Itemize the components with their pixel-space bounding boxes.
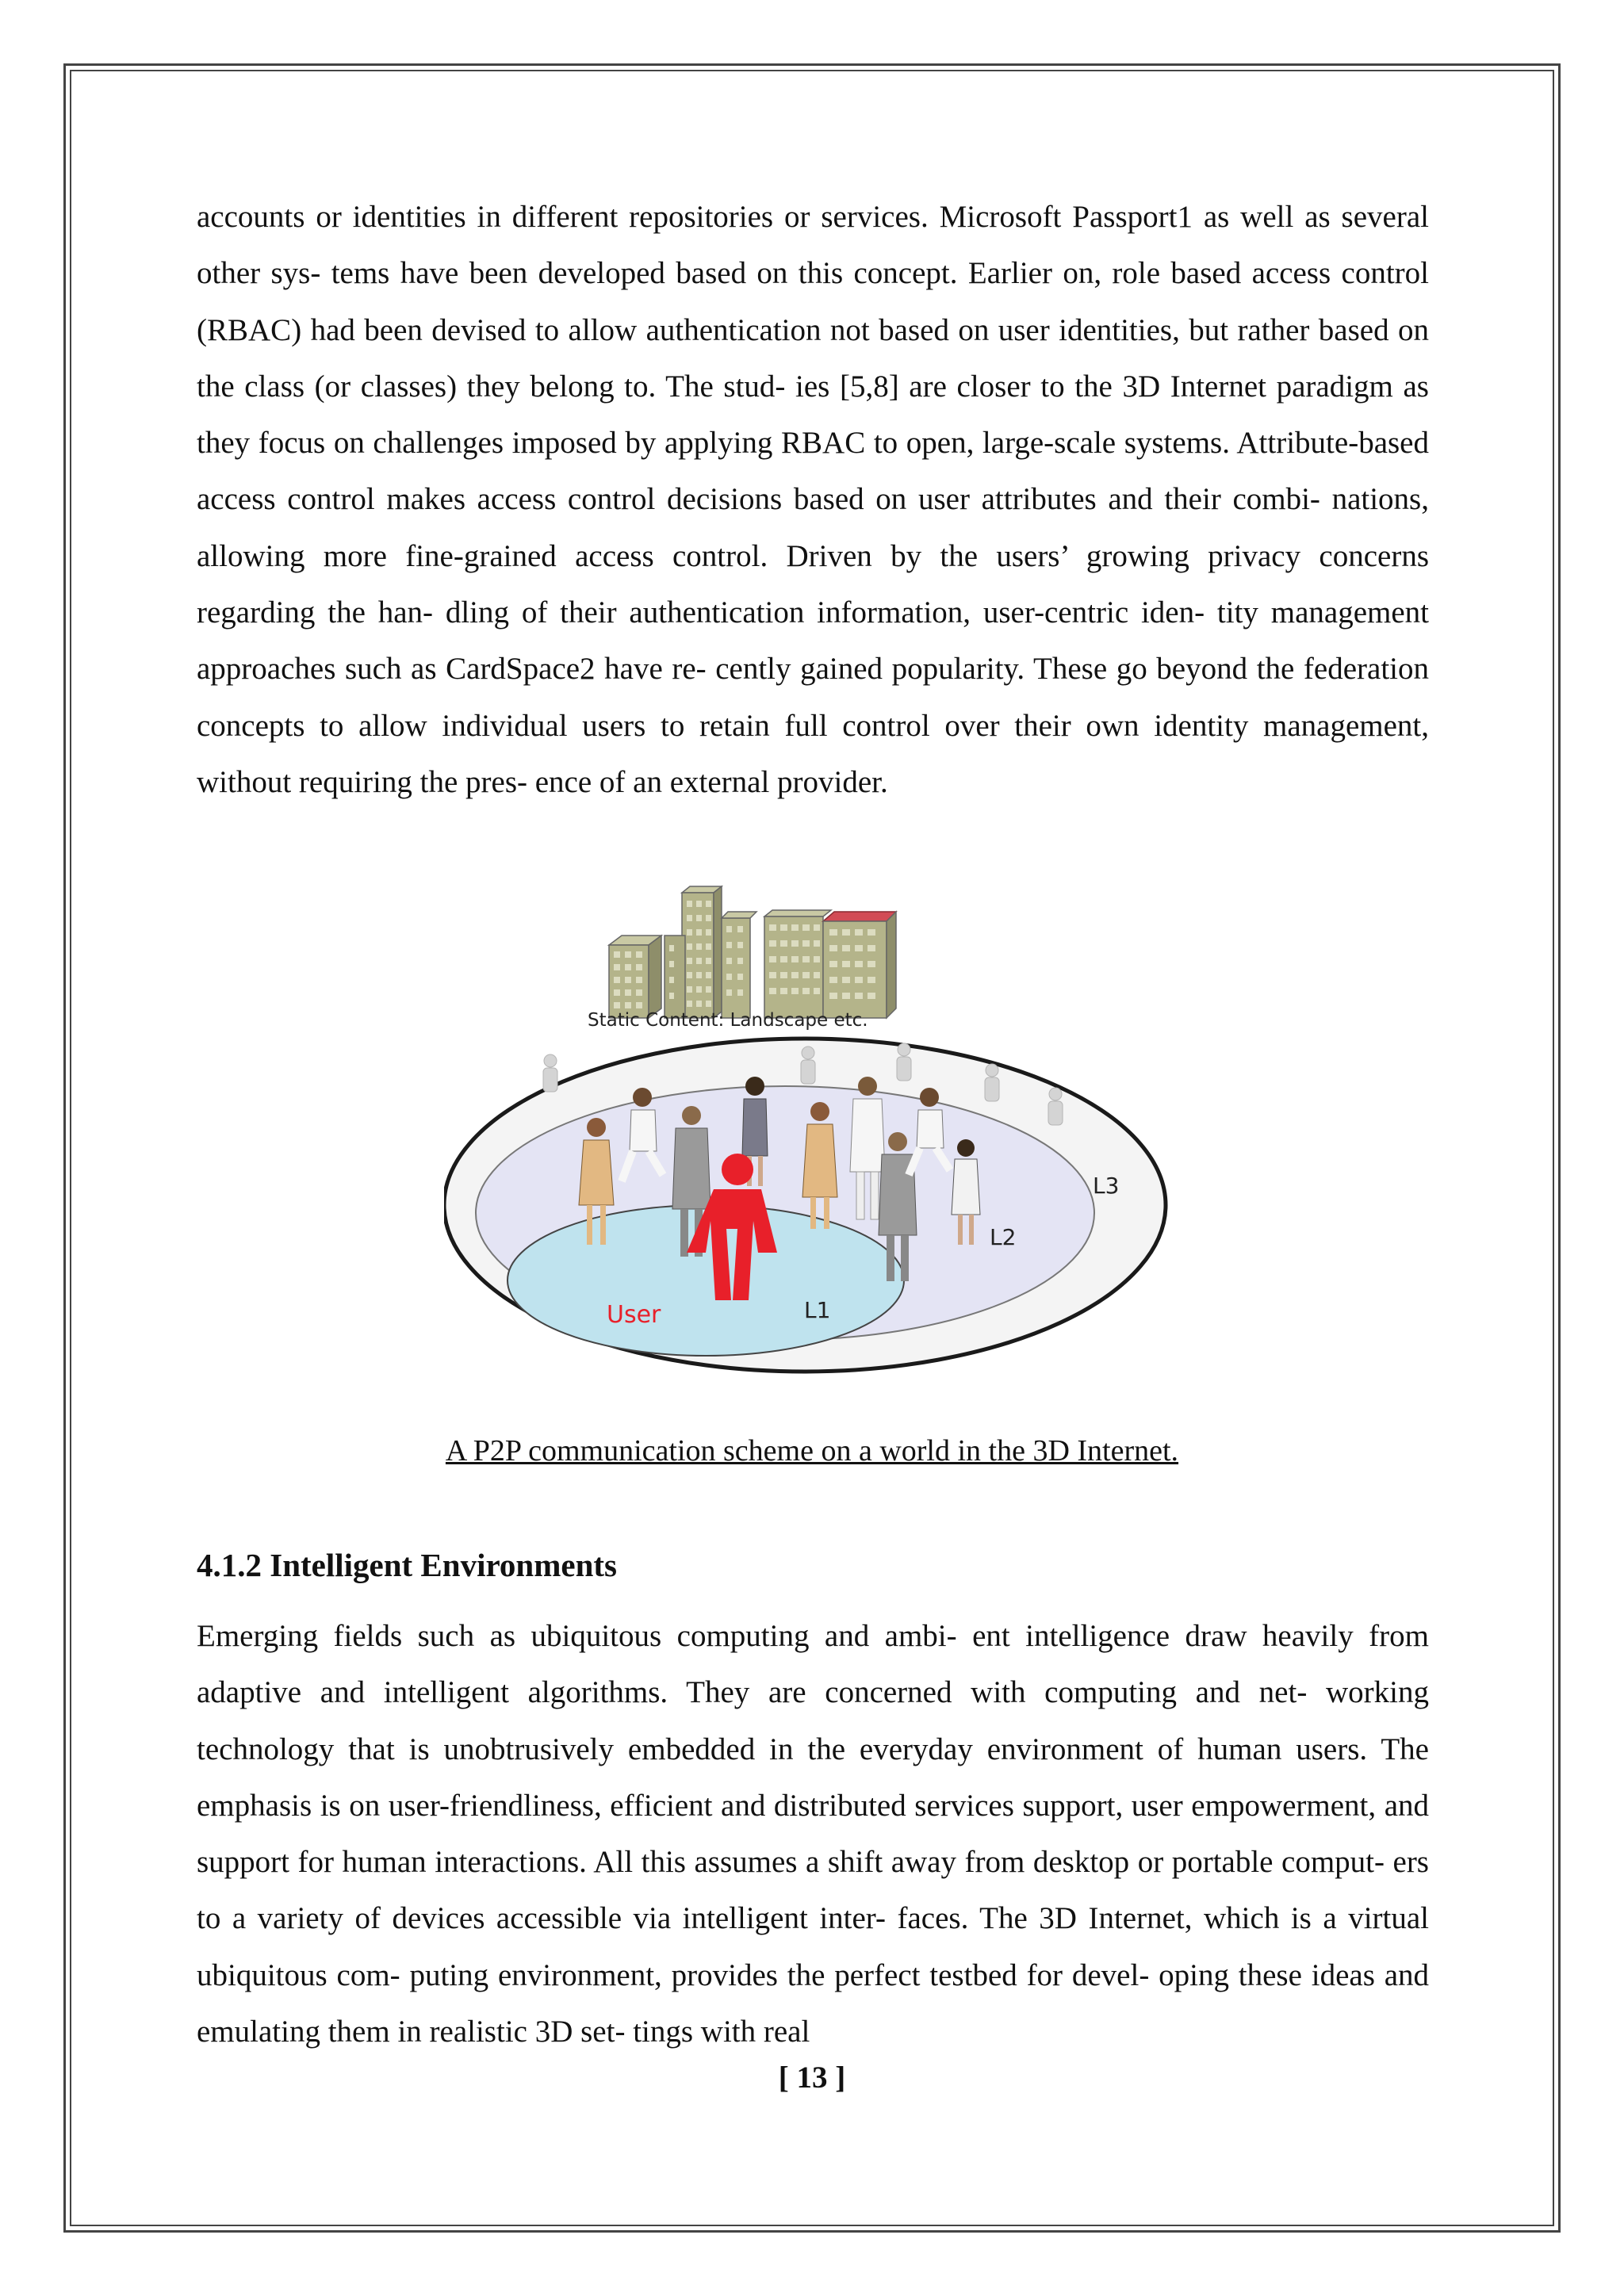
layer-l2-label: L2 [990, 1224, 1017, 1250]
layer-l1-label: L1 [804, 1297, 831, 1323]
paragraph-identity-management: accounts or identities in different repositories or services. Microsoft Passport1 as well as several other sys- tems have been developed based on this concept. Earlier on, role based access control (RBAC) had been devised to allow authentication not based on user identities, but rather based on the class (or classes) they belong to. The stud- ies [5,8] are closer to the 3D Internet paradigm as they focus on challenges imposed by applying RBAC to open, large-scale systems. Attribute-based access control makes access control decisions based on user attributes and their combi- nations, allowing more fine-grained access control. Driven by the users’ growing privacy concerns regarding the han- dling of their authentication information, user-centric iden- tity management approaches such as CardSpace2 have re- cently gained popularity. These go beyond the federation concepts to allow individual users to retain full control over their own identity management, without requiring the pres- ence of an external provider. [197, 200, 1429, 799]
layer-l3-label: L3 [1093, 1173, 1120, 1199]
page-number: [ 13 ] [778, 2061, 846, 2095]
static-content-label: Static Content: Landscape etc. [588, 1010, 868, 1031]
figure-caption: A P2P communication scheme on a world in the 3D Internet. [445, 1434, 1179, 1468]
buildings-illustration [609, 886, 896, 1018]
user-label: User [607, 1301, 661, 1329]
p2p-scheme-figure [444, 880, 1182, 1387]
section-heading: 4.1.2 Intelligent Environments [197, 1547, 617, 1583]
paragraph-intelligent-environments: Emerging fields such as ubiquitous computing and ambi- ent intelligence draw heavily from adaptive and intelligent algorithms. They are concerned with computing and net- working technology that is unobtrusively embedded in the everyday environment of human users. The emphasis is on user-friendliness, efficient and distributed services support, user empowerment, and support for human interactions. All this assumes a shift away from desktop or portable comput- ers to a variety of devices accessible via intelligent inter- faces. The 3D Internet, which is a virtual ubiquitous com- puting environment, provides the perfect testbed for devel- oping these ideas and emulating them in realistic 3D set- tings with real [197, 1619, 1429, 2049]
